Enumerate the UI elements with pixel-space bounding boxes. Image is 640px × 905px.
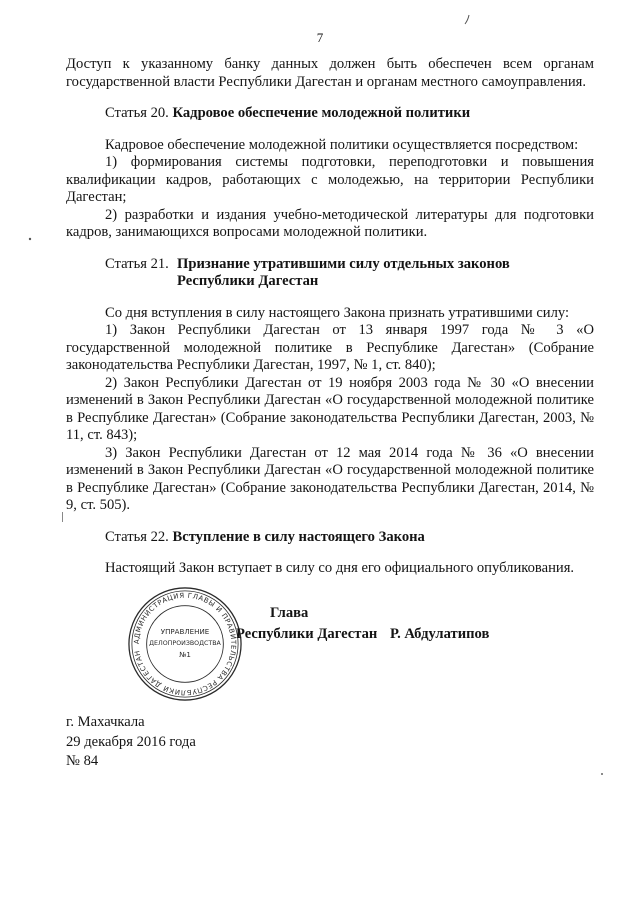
article-number: Статья 20. <box>105 105 169 121</box>
document-footer <box>66 713 196 772</box>
article-22-paragraph: Настоящий Закон вступает в силу со дня его официального опубликования. <box>105 560 575 576</box>
document-body <box>66 56 594 578</box>
seal-line3: №1 <box>179 649 191 659</box>
article-title: Вступление в силу настоящего Закона <box>172 528 425 545</box>
article-21-heading <box>66 256 594 291</box>
seal-line2: ДЕЛОПРОИЗВОДСТВА <box>149 639 221 647</box>
official-seal-icon <box>126 585 244 703</box>
article-21-paragraph: 1) Закон Республики Дагестан от 13 января 1997 года № 3 «О государственной молодежной политике в Республике Дагестан» (Собрание законодательства Республики Дагестан, 1997, № 1, ст. 840); <box>66 322 594 373</box>
signature-title: Глава <box>270 605 309 621</box>
page-number: 7 <box>316 30 324 45</box>
article-number: Статья 22. <box>105 528 169 545</box>
signature-name: Р. Абдулатипов <box>390 626 490 642</box>
article-title-line2: Республики Дагестан <box>177 273 319 289</box>
article-number: Статья 21. <box>105 255 169 272</box>
footer-number: № 84 <box>66 753 99 769</box>
scan-mark-icon <box>462 14 472 26</box>
article-title: Кадровое обеспечение молодежной политики <box>172 105 471 121</box>
article-22-heading <box>66 529 594 547</box>
seal-line1: УПРАВЛЕНИЕ <box>160 627 210 637</box>
article-20-paragraph: 1) формирования системы подготовки, переподготовки и повышения квалификации кадров, работающих с молодежью, на территории Республики Дагестан; <box>66 154 594 205</box>
article-20-heading <box>66 105 594 123</box>
article-20-paragraph: 2) разработки и издания учебно-методической литературы для подготовки кадров, занимающихся вопросами молодежной политики. <box>66 206 594 240</box>
article-20-paragraph: Кадровое обеспечение молодежной политики осуществляется посредством: <box>105 136 579 153</box>
article-21-paragraph: 3) Закон Республики Дагестан от 12 мая 2014 года № 36 «О внесении изменений в Закон Республики Дагестан «О государственной молодежной политике в Республике Дагестан» (Собрание законодательства Республики Дагестан, 2014, № 9, ст. 505). <box>66 444 594 513</box>
article-title-line1: Признание утратившими силу отдельных законов <box>177 255 510 272</box>
scan-dot-icon <box>600 772 604 776</box>
intro-paragraph: Доступ к указанному банку данных должен быть обеспечен всем органам государственной власти Республики Дагестан и органам местного самоуправления. <box>66 56 594 90</box>
article-21-paragraph: Со дня вступления в силу настоящего Закона признать утратившими силу: <box>105 304 570 321</box>
footer-date: 29 декабря 2016 года <box>66 733 196 750</box>
signature-republic: Республики Дагестан <box>236 626 378 642</box>
article-21-paragraph: 2) Закон Республики Дагестан от 19 ноября 2003 года № 30 «О внесении изменений в Закон Республики Дагестан «О государственной молодежной политике в Республике Дагестан» (Собрание законодательства Республики Дагестан, 2003, № 11, ст. 843); <box>66 374 594 443</box>
signature-block <box>0 585 640 705</box>
scan-dot-icon <box>28 237 32 241</box>
footer-city: г. Махачкала <box>66 714 145 730</box>
seal-ring-text: АДМИНИСТРАЦИЯ ГЛАВЫ И ПРАВИТЕЛЬСТВА РЕСПУБЛИКИ ДАГЕСТАН <box>132 591 238 697</box>
scan-edge-mark-icon <box>62 512 64 522</box>
